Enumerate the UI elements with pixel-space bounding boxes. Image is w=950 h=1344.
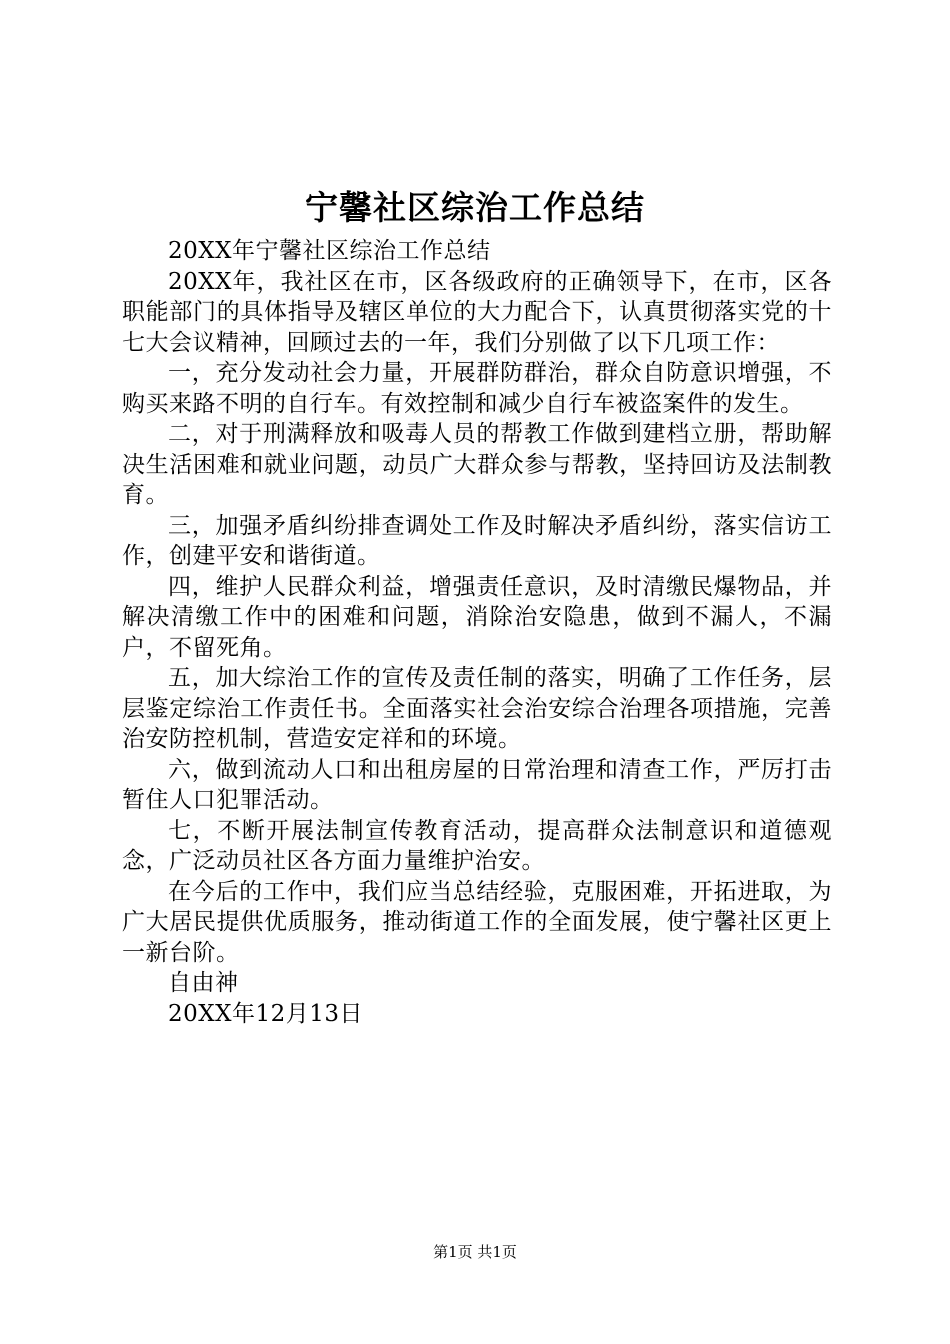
document-title: 宁馨社区综治工作总结	[305, 188, 645, 227]
closing-paragraph: 在今后的工作中，我们应当总结经验，克服困难，开拓进取，为广大居民提供优质服务，推动街道工作的全面发展，使宁馨社区更上一新台阶。	[122, 878, 832, 966]
item-paragraph-7: 七，不断开展法制宣传教育活动，提高群众法制意识和道德观念，广泛动员社区各方面力量维护治安。	[122, 817, 832, 874]
document-body	[122, 236, 832, 1029]
item-paragraph-3: 三，加强矛盾纠纷排查调处工作及时解决矛盾纠纷，落实信访工作，创建平安和谐街道。	[122, 512, 832, 569]
item-paragraph-6: 六，做到流动人口和出租房屋的日常治理和清查工作，严厉打击暂住人口犯罪活动。	[122, 756, 832, 813]
item-paragraph-1: 一，充分发动社会力量，开展群防群治，群众自防意识增强，不购买来路不明的自行车。有效控制和减少自行车被盗案件的发生。	[122, 360, 832, 417]
item-paragraph-2: 二，对于刑满释放和吸毒人员的帮教工作做到建档立册，帮助解决生活困难和就业问题，动员广大群众参与帮教，坚持回访及法制教育。	[122, 421, 832, 508]
intro-paragraph: 20XX年，我社区在市，区各级政府的正确领导下，在市，区各职能部门的具体指导及辖区单位的大力配合下，认真贯彻落实党的十七大会议精神，回顾过去的一年，我们分别做了以下几项工作：	[122, 268, 832, 356]
page-number-footer: 第1页 共1页	[433, 1243, 517, 1261]
item-paragraph-5: 五，加大综治工作的宣传及责任制的落实，明确了工作任务，层层鉴定综治工作责任书。全面落实社会治安综合治理各项措施，完善治安防控机制，营造安定祥和的环境。	[122, 665, 832, 752]
author-signature: 自由神	[168, 970, 239, 996]
subtitle-paragraph: 20XX年宁馨社区综治工作总结	[168, 238, 491, 264]
document-date: 20XX年12月13日	[168, 1000, 364, 1027]
item-paragraph-4: 四，维护人民群众利益，增强责任意识，及时清缴民爆物品，并解决清缴工作中的困难和问题，消除治安隐患，做到不漏人，不漏户，不留死角。	[122, 573, 832, 661]
